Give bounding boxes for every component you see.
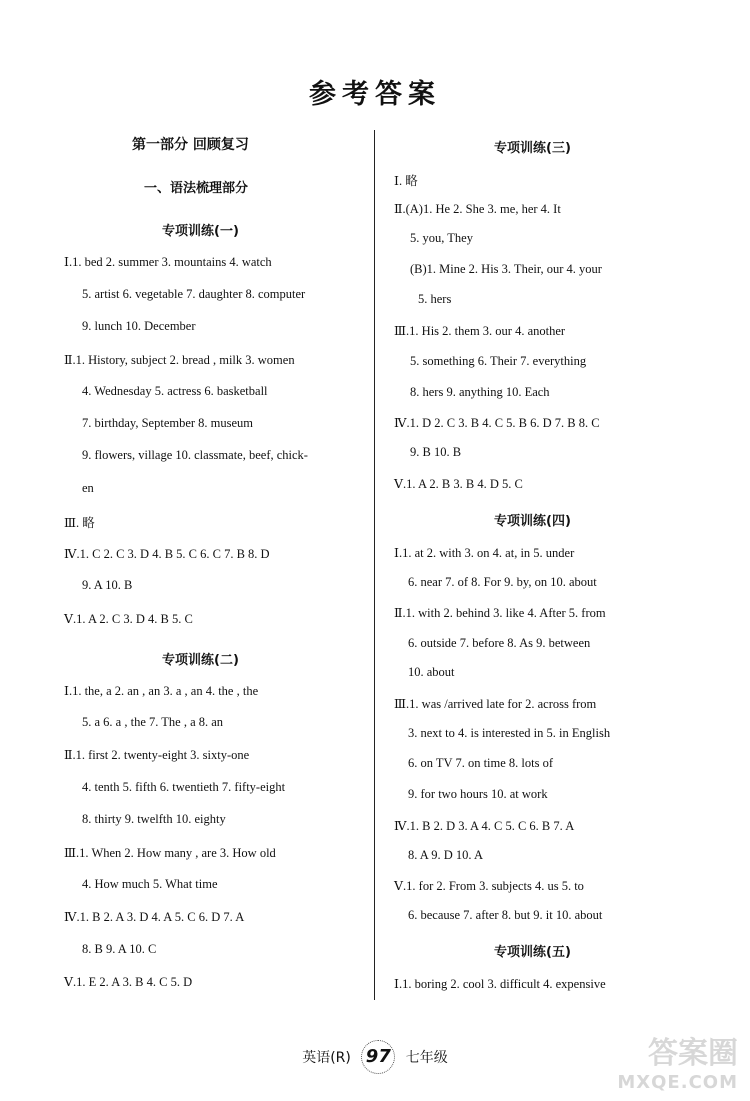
answer-line: Ⅴ.1. E 2. A 3. B 4. C 5. D bbox=[64, 975, 193, 989]
answer-line: 7. birthday, September 8. museum bbox=[82, 416, 254, 430]
answer-line: Ⅴ.1. A 2. B 3. B 4. D 5. C bbox=[394, 477, 523, 491]
heading-training-3: 专项训练(三) bbox=[494, 141, 571, 156]
answer-line: Ⅰ. 略 bbox=[394, 174, 418, 188]
answer-line: 4. tenth 5. fifth 6. twentieth 7. fifty-eight bbox=[82, 780, 286, 794]
answer-line: 9. lunch 10. December bbox=[82, 319, 196, 333]
answer-line: Ⅱ.1. first 2. twenty-eight 3. sixty-one bbox=[64, 748, 250, 762]
answer-line: 4. How much 5. What time bbox=[82, 877, 218, 891]
answer-line: 9. flowers, village 10. classmate, beef, chick- bbox=[82, 448, 308, 462]
answer-line: Ⅲ. 略 bbox=[64, 516, 95, 530]
answer-line: Ⅰ.1. bed 2. summer 3. mountains 4. watch bbox=[64, 255, 272, 269]
answer-line: Ⅲ.1. When 2. How many , are 3. How old bbox=[64, 846, 276, 860]
answer-line: Ⅲ.1. was /arrived late for 2. across from bbox=[394, 697, 597, 711]
column-divider bbox=[374, 130, 375, 1000]
answer-line: Ⅱ.1. History, subject 2. bread , milk 3. women bbox=[64, 353, 295, 367]
answer-line: 6. near 7. of 8. For 9. by, on 10. about bbox=[408, 575, 597, 589]
answer-line: Ⅴ.1. A 2. C 3. D 4. B 5. C bbox=[64, 612, 193, 626]
answer-line: 6. outside 7. before 8. As 9. between bbox=[408, 636, 591, 650]
answer-line: Ⅱ.1. with 2. behind 3. like 4. After 5. from bbox=[394, 606, 606, 620]
watermark-logo bbox=[617, 1028, 738, 1093]
answer-line: 5. hers bbox=[418, 292, 452, 306]
answer-line: 8. A 9. D 10. A bbox=[408, 848, 484, 862]
answer-line: Ⅲ.1. His 2. them 3. our 4. another bbox=[394, 324, 566, 338]
page-title: 参考答案 bbox=[309, 79, 441, 110]
answer-line: 8. thirty 9. twelfth 10. eighty bbox=[82, 812, 226, 826]
answer-line: 6. because 7. after 8. but 9. it 10. about bbox=[408, 908, 603, 922]
answer-line: Ⅰ.1. at 2. with 3. on 4. at, in 5. under bbox=[394, 546, 575, 560]
watermark-line2: MXQE.COM bbox=[617, 1072, 738, 1093]
heading-training-2: 专项训练(二) bbox=[162, 653, 239, 668]
heading-training-1: 专项训练(一) bbox=[162, 224, 239, 239]
answer-line: (B)1. Mine 2. His 3. Their, our 4. your bbox=[410, 262, 602, 276]
answer-line: 10. about bbox=[408, 665, 455, 679]
watermark-line1: 答案圈 bbox=[648, 1036, 738, 1071]
heading-training-4: 专项训练(四) bbox=[494, 514, 571, 529]
answer-line: 9. B 10. B bbox=[410, 445, 462, 459]
answer-line: 9. for two hours 10. at work bbox=[408, 787, 548, 801]
answer-line: Ⅳ.1. B 2. D 3. A 4. C 5. C 6. B 7. A bbox=[394, 819, 575, 833]
answer-line: Ⅰ.1. boring 2. cool 3. difficult 4. expensive bbox=[394, 977, 606, 991]
answer-line: 8. hers 9. anything 10. Each bbox=[410, 385, 550, 399]
answer-line: Ⅴ.1. for 2. From 3. subjects 4. us 5. to bbox=[394, 879, 584, 893]
answer-line: Ⅰ.1. the, a 2. an , an 3. a , an 4. the , the bbox=[64, 684, 259, 698]
answer-line: Ⅳ.1. C 2. C 3. D 4. B 5. C 6. C 7. B 8. D bbox=[64, 547, 270, 561]
section-title: 一、语法梳理部分 bbox=[144, 181, 249, 196]
answer-line: Ⅱ.(A)1. He 2. She 3. me, her 4. It bbox=[394, 202, 561, 216]
answer-line: 5. something 6. Their 7. everything bbox=[410, 354, 587, 368]
heading-training-5: 专项训练(五) bbox=[494, 945, 571, 960]
answer-line: 5. artist 6. vegetable 7. daughter 8. computer bbox=[82, 287, 306, 301]
answer-line: 5. a 6. a , the 7. The , a 8. an bbox=[82, 715, 224, 729]
answer-line: 5. you, They bbox=[410, 231, 473, 245]
answer-line: Ⅳ.1. D 2. C 3. B 4. C 5. B 6. D 7. B 8. C bbox=[394, 416, 600, 430]
answer-line: 6. on TV 7. on time 8. lots of bbox=[408, 756, 554, 770]
answer-line: 8. B 9. A 10. C bbox=[82, 942, 157, 956]
page-number: 97 bbox=[361, 1040, 395, 1074]
answer-line: 9. A 10. B bbox=[82, 578, 133, 592]
answer-line: Ⅳ.1. B 2. A 3. D 4. A 5. C 6. D 7. A bbox=[64, 910, 245, 924]
footer-subject: 英语(R) bbox=[302, 1050, 351, 1066]
answer-line: 4. Wednesday 5. actress 6. basketball bbox=[82, 384, 268, 398]
footer-grade: 七年级 bbox=[405, 1050, 448, 1066]
answer-line: 3. next to 4. is interested in 5. in English bbox=[408, 726, 611, 740]
part-title: 第一部分 回顾复习 bbox=[132, 137, 249, 153]
answer-line: en bbox=[82, 481, 94, 495]
